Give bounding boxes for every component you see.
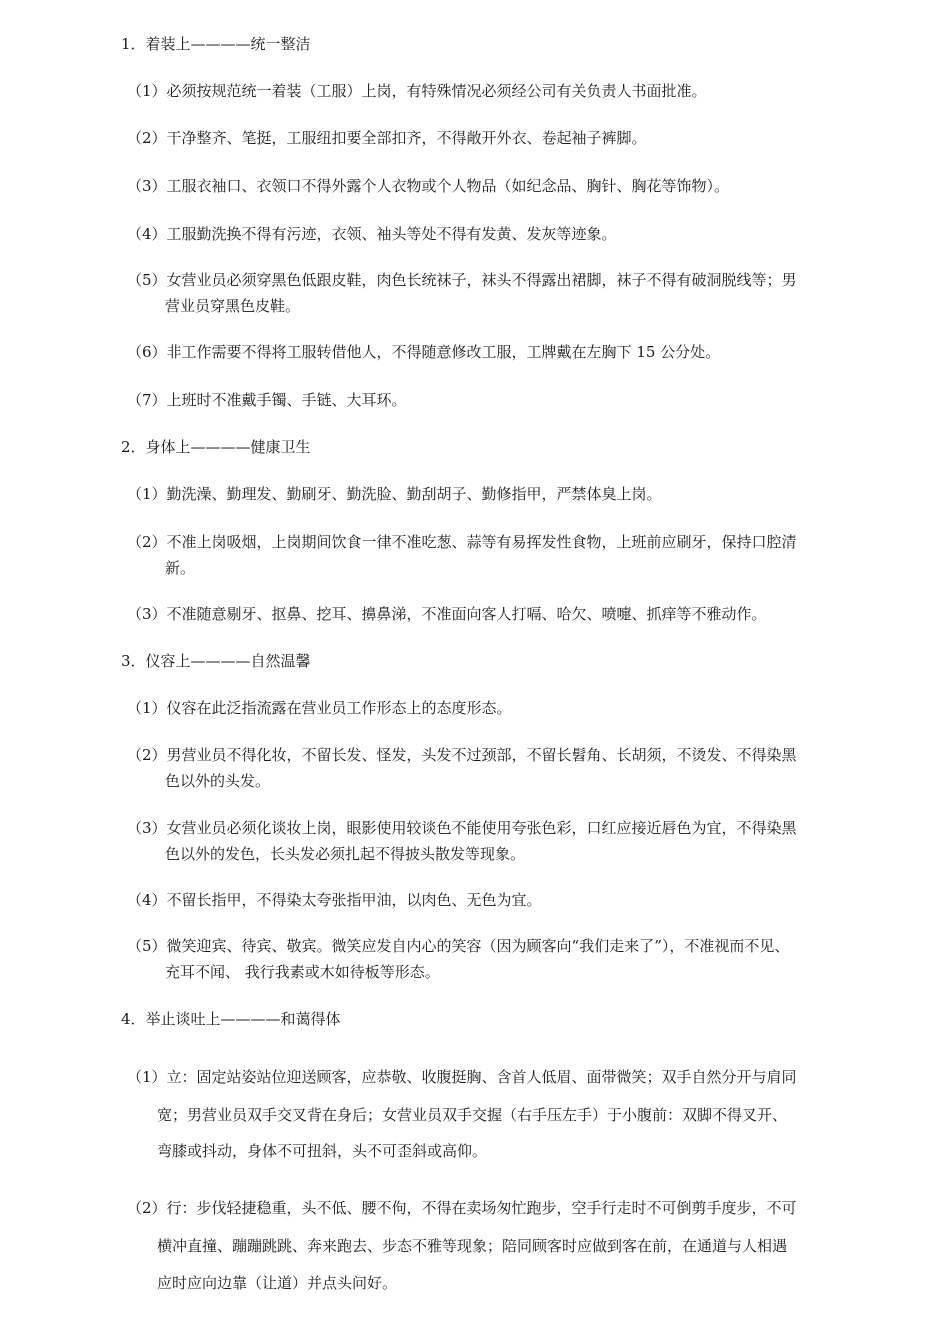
list-item: （3）女营业员必须化谈妆上岗，眼影使用较谈色不能使用夸张色彩，口红应接近唇色为宜，不得染黑 [127,819,797,837]
section-heading-hygiene: 2．身体上————健康卫生 [121,438,311,456]
list-item: （3）不准随意剔牙、抠鼻、挖耳、擤鼻涕，不准面向客人打嗝、哈欠、喷嚏、抓痒等不雅动作。 [127,605,767,623]
list-item: （4）工服勤洗换不得有污迹，衣领、袖头等处不得有发黄、发灰等迹象。 [127,225,617,243]
list-item: （5）微笑迎宾、待宾、敬宾。微笑应发自内心的笑容（因为顾客向“我们走来了”），不准视而不见、 [127,937,790,955]
list-item-continuation: 色以外的头发。 [165,772,271,790]
section-heading-appearance: 3．仪容上————自然温馨 [121,652,311,670]
section-heading-manners: 4．举止谈吐上————和蔼得体 [121,1010,341,1028]
list-item-continuation: 弯膝或抖动，身体不可扭斜，头不可歪斜或高仰。 [157,1142,488,1160]
list-item: （2）不准上岗吸烟，上岗期间饮食一律不准吃葱、蒜等有易挥发性食物，上班前应刷牙，保持口腔清 [127,533,797,551]
list-item-continuation: 应时应向边靠（让道）并点头问好。 [157,1274,398,1292]
list-item-continuation: 色以外的发色，长头发必须扎起不得披头散发等现象。 [165,845,526,863]
section-heading-attire: 1．着装上————统一整洁 [121,35,311,53]
list-item: （2）行：步伐轻捷稳重，头不低、腰不佝，不得在卖场匆忙跑步，空手行走时不可倒剪手度步，不可 [127,1199,797,1217]
list-item-continuation: 新。 [165,559,196,577]
list-item: （1）勤洗澡、勤理发、勤刷牙、勤洗脸、勤刮胡子、勤修指甲，严禁体臭上岗。 [127,485,662,503]
list-item: （2）男营业员不得化妆，不留长发、怪发，头发不过颈部，不留长髫角、长胡须，不烫发、不得染黑 [127,746,797,764]
list-item-continuation: 营业员穿黑色皮鞋。 [165,297,301,315]
list-item: （4）不留长指甲，不得染太夸张指甲油，以肉色、无色为宜。 [127,891,542,909]
list-item: （1）立：固定站姿站位迎送顾客，应恭敬、收腹挺胸、含首人低眉、面带微笑；双手自然分开与肩同 [127,1068,797,1086]
list-item-continuation: 宽；男营业员双手交叉背在身后；女营业员双手交握（右手压左手）于小腹前：双脚不得叉开、 [157,1106,788,1124]
list-item: （2）干净整齐、笔挺，工服纽扣要全部扣齐，不得敞开外衣、卷起袖子裤脚。 [127,129,647,147]
list-item: （5）女营业员必须穿黑色低跟皮鞋，肉色长统袜子，袜头不得露出裙脚，袜子不得有破洞脱线等；男 [127,271,797,289]
list-item-continuation: 充耳不闻、 我行我素或木如待板等形态。 [165,963,440,981]
list-item: （7）上班时不准戴手镯、手链、大耳环。 [127,391,407,409]
list-item: （6）非工作需要不得将工服转借他人，不得随意修改工服，工牌戴在左胸下 15 公分处。 [127,343,721,361]
list-item: （1）必须按规范统一着装（工服）上岗，有特殊情况必须经公司有关负责人书面批准。 [127,82,707,100]
list-item: （3）工服衣袖口、衣领口不得外露个人衣物或个人物品（如纪念品、胸针、胸花等饰物）。 [127,177,730,195]
list-item: （1）仪容在此泛指流露在营业员工作形态上的态度形态。 [127,699,512,717]
list-item-continuation: 横冲直撞、蹦蹦跳跳、奔来跑去、步态不雅等现象；陪同顾客时应做到客在前，在通道与人相遇 [157,1237,788,1255]
